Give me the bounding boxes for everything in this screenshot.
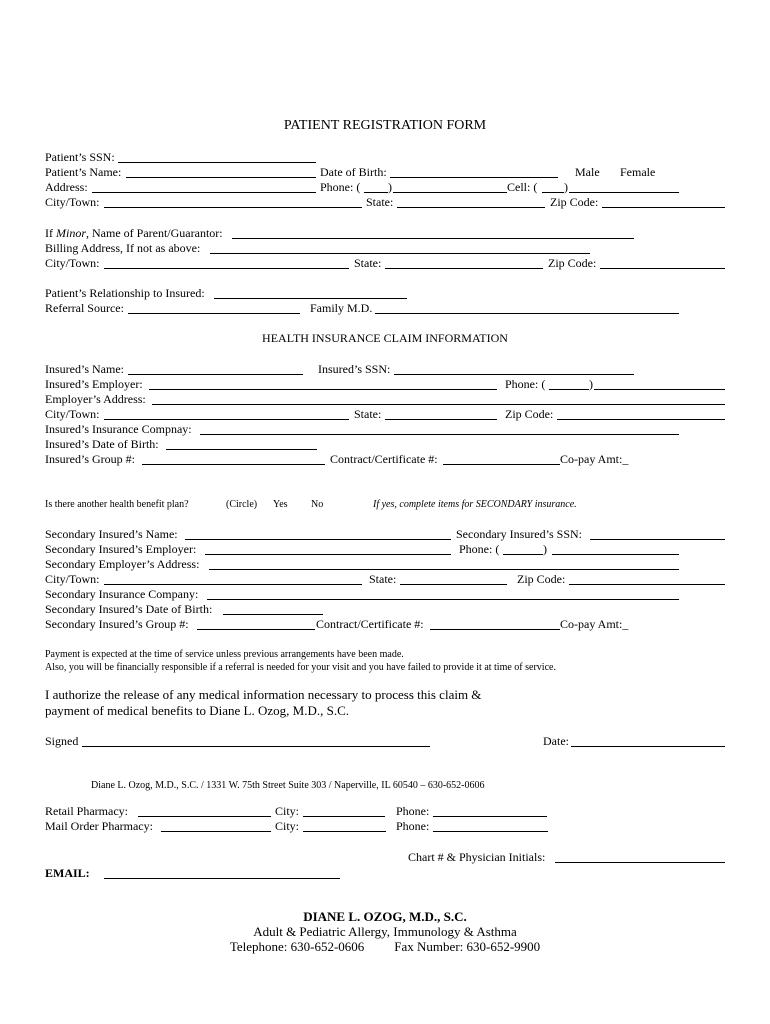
cell-area-field[interactable] (542, 192, 564, 193)
city-label: City/Town: (45, 195, 100, 209)
authorization-text-2: payment of medical benefits to Diane L. Ozog, M.D., S.C. (45, 703, 349, 718)
insured-employer-label: Insured’s Employer: (45, 377, 143, 391)
insured-phone-area-field[interactable] (549, 389, 589, 390)
family-md-field[interactable] (375, 313, 679, 314)
retail-pharmacy-field[interactable] (138, 816, 271, 817)
another-plan-question: Is there another health benefit plan? (45, 499, 189, 510)
secondary-employer-address-field[interactable] (209, 569, 679, 570)
secondary-phone-paren-close: ) (543, 542, 547, 556)
guarantor-state-field[interactable] (385, 268, 543, 269)
insured-dob-label: Insured’s Date of Birth: (45, 437, 159, 451)
phone-field[interactable] (393, 192, 507, 193)
secondary-city-label: City/Town: (45, 572, 100, 586)
phone-label: Phone: ( (320, 180, 361, 194)
insurance-heading: HEALTH INSURANCE CLAIM INFORMATION (262, 331, 508, 345)
cell-label: Cell: ( (507, 180, 538, 194)
guarantor-state-label: State: (354, 256, 382, 270)
cell-paren-close: ) (564, 180, 568, 194)
cell-field[interactable] (569, 192, 679, 193)
secondary-group-field[interactable] (197, 629, 315, 630)
patient-ssn-label: Patient’s SSN: (45, 150, 115, 164)
zip-field[interactable] (602, 207, 725, 208)
retail-phone-field[interactable] (433, 816, 547, 817)
email-label: EMAIL: (45, 866, 90, 880)
email-field[interactable] (104, 878, 340, 879)
female-option[interactable]: Female (620, 165, 656, 179)
guarantor-city-label: City/Town: (45, 256, 100, 270)
insured-phone-paren-close: ) (589, 377, 593, 391)
chart-initials-label: Chart # & Physician Initials: (408, 850, 546, 864)
secondary-contract-field[interactable] (430, 629, 560, 630)
referral-source-field[interactable] (128, 313, 300, 314)
mail-city-field[interactable] (303, 831, 386, 832)
secondary-zip-label: Zip Code: (517, 572, 566, 586)
payment-notice-text-1: Payment is expected at the time of service unless previous arrangements have been made. (45, 649, 404, 660)
secondary-ssn-label: Secondary Insured’s SSN: (456, 527, 582, 541)
insured-phone-label: Phone: ( (505, 377, 546, 391)
footer-specialty: Adult & Pediatric Allergy, Immunology & Asthma (253, 924, 517, 939)
billing-address-label: Billing Address, If not as above: (45, 241, 201, 255)
insured-name-label: Insured’s Name: (45, 362, 124, 376)
retail-pharmacy-label: Retail Pharmacy: (45, 804, 128, 818)
insured-group-label: Insured’s Group #: (45, 452, 135, 466)
insured-phone-field[interactable] (594, 389, 725, 390)
employer-address-field[interactable] (152, 404, 725, 405)
state-field[interactable] (397, 207, 545, 208)
secondary-name-label: Secondary Insured’s Name: (45, 527, 178, 541)
secondary-employer-label: Secondary Insured’s Employer: (45, 542, 197, 556)
insurance-company-label: Insured’s Insurance Compnay: (45, 422, 192, 436)
guarantor-name-label: , Name of Parent/Guarantor: (86, 226, 223, 240)
insured-zip-label: Zip Code: (505, 407, 554, 421)
insured-zip-field[interactable] (557, 419, 725, 420)
footer-contact (0, 939, 770, 955)
relationship-field[interactable] (214, 298, 407, 299)
insurance-company-field[interactable] (200, 434, 679, 435)
mail-city-label: City: (275, 819, 300, 833)
patient-name-label: Patient’s Name: (45, 165, 122, 179)
retail-phone-label: Phone: (396, 804, 430, 818)
secondary-company-field[interactable] (207, 599, 679, 600)
insured-state-label: State: (354, 407, 382, 421)
footer-practice-name: DIANE L. OZOG, M.D., S.C. (303, 909, 467, 924)
secondary-city-field[interactable] (104, 584, 362, 585)
male-option[interactable]: Male (575, 165, 600, 179)
date-field[interactable] (571, 746, 725, 747)
phone-paren-close: ) (388, 180, 392, 194)
employer-address-label: Employer’s Address: (45, 392, 146, 406)
footer-fax: Fax Number: 630-652-9900 (394, 939, 541, 954)
mail-pharmacy-label: Mail Order Pharmacy: (45, 819, 153, 833)
minor-label: Minor (56, 226, 86, 240)
insured-ssn-label: Insured’s SSN: (318, 362, 391, 376)
dob-label: Date of Birth: (320, 165, 387, 179)
guarantor-field[interactable] (232, 238, 634, 239)
date-label: Date: (543, 734, 569, 748)
mail-phone-field[interactable] (433, 831, 548, 832)
footer-telephone: Telephone: 630-652-0606 (229, 939, 365, 954)
guarantor-label (45, 226, 223, 240)
patient-name-field[interactable] (126, 177, 316, 178)
secondary-employer-field[interactable] (205, 554, 451, 555)
insured-dob-field[interactable] (166, 449, 317, 450)
patient-ssn-field[interactable] (118, 162, 316, 163)
zip-label: Zip Code: (550, 195, 599, 209)
chart-initials-field[interactable] (555, 862, 725, 863)
secondary-copay-label: Co-pay Amt:_ (560, 617, 629, 631)
mail-phone-label: Phone: (396, 819, 430, 833)
secondary-phone-field[interactable] (552, 554, 679, 555)
another-plan-yes[interactable]: Yes (273, 499, 288, 510)
city-field[interactable] (104, 207, 362, 208)
referral-source-label: Referral Source: (45, 301, 124, 315)
relationship-label: Patient’s Relationship to Insured: (45, 286, 205, 300)
secondary-phone-area-field[interactable] (503, 554, 543, 555)
page-title: PATIENT REGISTRATION FORM (283, 118, 487, 133)
secondary-state-field[interactable] (400, 584, 507, 585)
signature-field[interactable] (82, 746, 430, 747)
secondary-name-field[interactable] (185, 539, 451, 540)
family-md-label: Family M.D. (310, 301, 373, 315)
secondary-state-label: State: (369, 572, 397, 586)
insured-state-field[interactable] (385, 419, 497, 420)
retail-city-field[interactable] (303, 816, 385, 817)
mail-pharmacy-field[interactable] (161, 831, 271, 832)
phone-area-field[interactable] (364, 192, 388, 193)
secondary-contract-label: Contract/Certificate #: (316, 617, 424, 631)
guarantor-zip-field[interactable] (600, 268, 725, 269)
dob-field[interactable] (390, 177, 558, 178)
insured-group-field[interactable] (142, 464, 325, 465)
office-address: Diane L. Ozog, M.D., S.C. / 1331 W. 75th Street Suite 303 / Naperville, IL 60540 – 630-652-0606 (91, 780, 485, 791)
another-plan-no[interactable]: No (311, 499, 324, 510)
address-field[interactable] (92, 192, 316, 193)
guarantor-zip-label: Zip Code: (548, 256, 597, 270)
secondary-zip-field[interactable] (569, 584, 725, 585)
insured-ssn-field[interactable] (394, 374, 634, 375)
secondary-ssn-field[interactable] (590, 539, 725, 540)
retail-city-label: City: (275, 804, 300, 818)
insured-name-field[interactable] (128, 374, 303, 375)
billing-address-field[interactable] (210, 253, 590, 254)
signed-label: Signed (45, 734, 79, 748)
secondary-note: If yes, complete items for SECONDARY insurance. (373, 499, 577, 510)
secondary-company-label: Secondary Insurance Company: (45, 587, 199, 601)
secondary-group-label: Secondary Insured’s Group #: (45, 617, 189, 631)
address-label: Address: (45, 180, 88, 194)
insured-copay-label: Co-pay Amt:_ (560, 452, 629, 466)
insured-city-label: City/Town: (45, 407, 100, 421)
if-label: If (45, 226, 56, 240)
secondary-dob-field[interactable] (223, 614, 323, 615)
payment-notice-text-2: Also, you will be financially responsible if a referral is needed for your visit and you have failed to provide it at time of service. (45, 662, 556, 673)
circle-label: (Circle) (226, 499, 258, 510)
insured-contract-label: Contract/Certificate #: (330, 452, 438, 466)
secondary-dob-label: Secondary Insured’s Date of Birth: (45, 602, 213, 616)
state-label: State: (366, 195, 394, 209)
guarantor-city-field[interactable] (104, 268, 349, 269)
insured-employer-field[interactable] (149, 389, 497, 390)
secondary-phone-label: Phone: ( (459, 542, 500, 556)
secondary-employer-address-label: Secondary Employer’s Address: (45, 557, 200, 571)
insured-city-field[interactable] (104, 419, 349, 420)
insured-contract-field[interactable] (443, 464, 560, 465)
authorization-text-1: I authorize the release of any medical information necessary to process this claim & (45, 687, 482, 702)
